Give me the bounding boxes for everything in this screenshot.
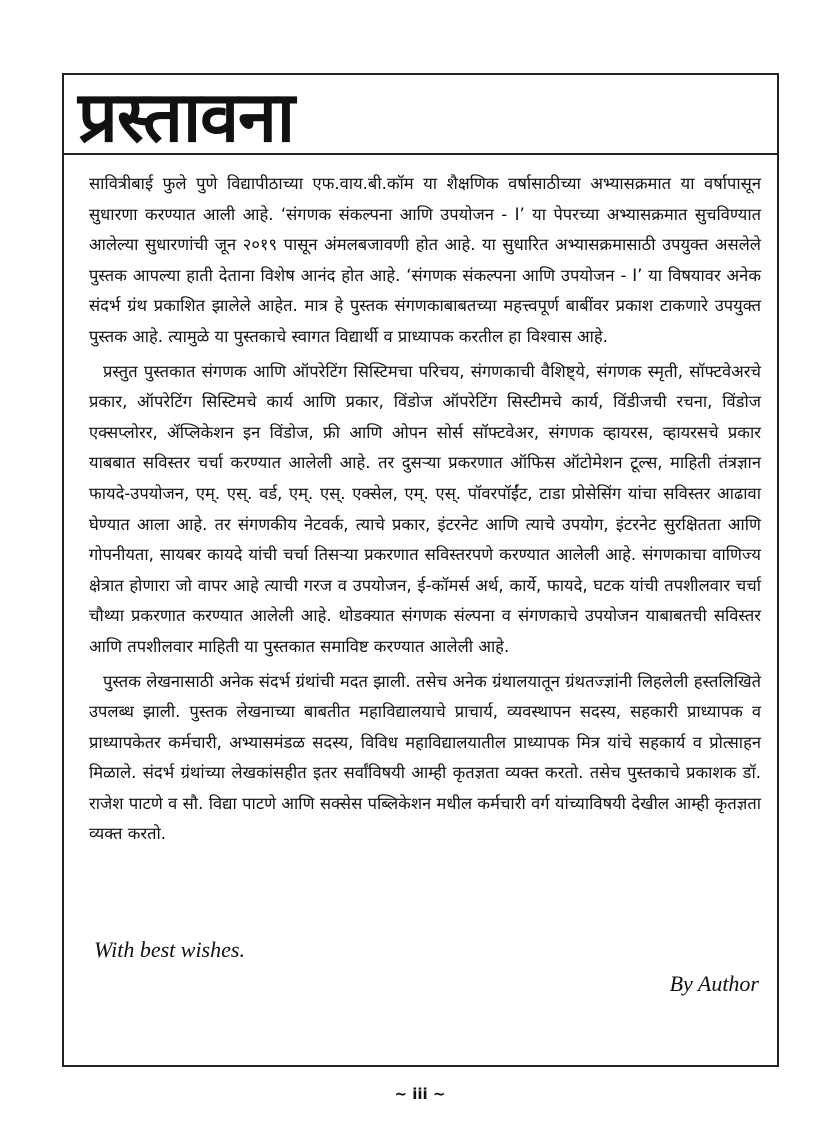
title-divider bbox=[64, 153, 777, 155]
page-title: प्रस्तावना bbox=[78, 76, 294, 158]
page-number: ~ iii ~ bbox=[394, 1085, 446, 1103]
closing-wishes: With best wishes. bbox=[94, 937, 245, 962]
preface-body bbox=[89, 169, 761, 854]
paragraph-2: प्रस्तुत पुस्तकात संगणक आणि ऑपरेटिंग सिस्टिमचा परिचय, संगणकाची वैशिष्ट्ये, संगणक स्मृती, सॉफ्टवेअरचे प्रकार, ऑपरेटिंग सिस्टिमचे कार्य आणि प्रकार, विंडोज ऑपरेटिंग सिस्टीमचे कार्य, विंडीजची रचना, विंडोज एक्सप्लोरर, ॲप्लिकेशन इन विंडोज, फ्री आणि ओपन सोर्स सॉफ्टवेअर, संगणक व्हायरस, व्हायरसचे प्रकार याबबात सविस्तर चर्चा करण्यात आलेली आहे. तर दुसऱ्या प्रकरणात ऑफिस ऑटोमेशन टूल्स, माहिती तंत्रज्ञान फायदे-उपयोजन, एम्. एस्. वर्ड, एम्. एस्. एक्सेल, एम्. एस्. पॉवरपॉईंट, टाडा प्रोसेसिंग यांचा सविस्तर आढावा घेण्यात आला आहे. तर संगणकीय नेटवर्क, त्याचे प्रकार, इंटरनेट आणि त्याचे उपयोग, इंटरनेट सुरक्षितता आणि गोपनीयता, सायबर कायदे यांची चर्चा तिसऱ्या प्रकरणात सविस्तरपणे करण्यात आलेली आहे. संगणकाचा वाणिज्य क्षेत्रात होणारा जो वापर आहे त्याची गरज व उपयोजन, ई-कॉमर्स अर्थ, कार्ये, फायदे, घटक यांची तपशीलवार चर्चा चौथ्या प्रकरणात करण्यात आलेली आहे. थोडक्यात संगणक संल्पना व संगणकाचे उपयोजन याबाबतची सविस्तर आणि तपशीलवार माहिती या पुस्तकात समाविष्ट करण्यात आलेली आहे. bbox=[89, 361, 761, 656]
page-frame bbox=[62, 73, 779, 1067]
signature: By Author bbox=[669, 971, 759, 996]
paragraph-3: पुस्तक लेखनासाठी अनेक संदर्भ ग्रंथांची मदत झाली. तसेच अनेक ग्रंथालयातून ग्रंथतज्ज्ञांनी लिहलेली हस्तलिखिते उपलब्ध झाली. पुस्तक लेखनाच्या बाबतीत महाविद्यालयाचे प्राचार्य, व्यवस्थापन सदस्य, सहकारी प्राध्यापक व प्राध्यापकेतर कर्मचारी, अभ्यासमंडळ सदस्य, विविध महाविद्यालयातील प्राध्यापक मित्र यांचे सहकार्य व प्रोत्साहन मिळाले. संदर्भ ग्रंथांच्या लेखकांसहीत इतर सर्वांविषयी आम्ही कृतज्ञता व्यक्त करतो. तसेच पुस्तकाचे प्रकाशक डॉ. राजेश पाटणे व सौ. विद्या पाटणे आणि सक्सेस पब्लिकेशन मधील कर्मचारी वर्ग यांच्याविषयी देखील आम्ही कृतज्ञता व्यक्त करतो. bbox=[89, 671, 761, 844]
paragraph-1: सावित्रीबाई फुले पुणे विद्यापीठाच्या एफ.वाय.बी.कॉम या शैक्षणिक वर्षासाठीच्या अभ्यासक्रमात या वर्षापासून सुधारणा करण्यात आली आहे. ‘संगणक संकल्पना आणि उपयोजन - I’ या पेपरच्या अभ्यासक्रमात सुचविण्यात आलेल्या सुधारणांची जून २०१९ पासून अंमलबजावणी होत आहे. या सुधारित अभ्यासक्रमासाठी उपयुक्त असलेले पुस्तक आपल्या हाती देताना विशेष आनंद होत आहे. ‘संगणक संकल्पना आणि उपयोजन - I’ या विषयावर अनेक संदर्भ ग्रंथ प्रकाशित झालेले आहेत. मात्र हे पुस्तक संगणकाबाबतच्या महत्त्वपूर्ण बाबींवर प्रकाश टाकणारे उपयुक्त पुस्तक आहे. त्यामुळे या पुस्तकाचे स्वागत विद्यार्थी व प्राध्यापक करतील हा विश्वास आहे. bbox=[89, 174, 761, 346]
